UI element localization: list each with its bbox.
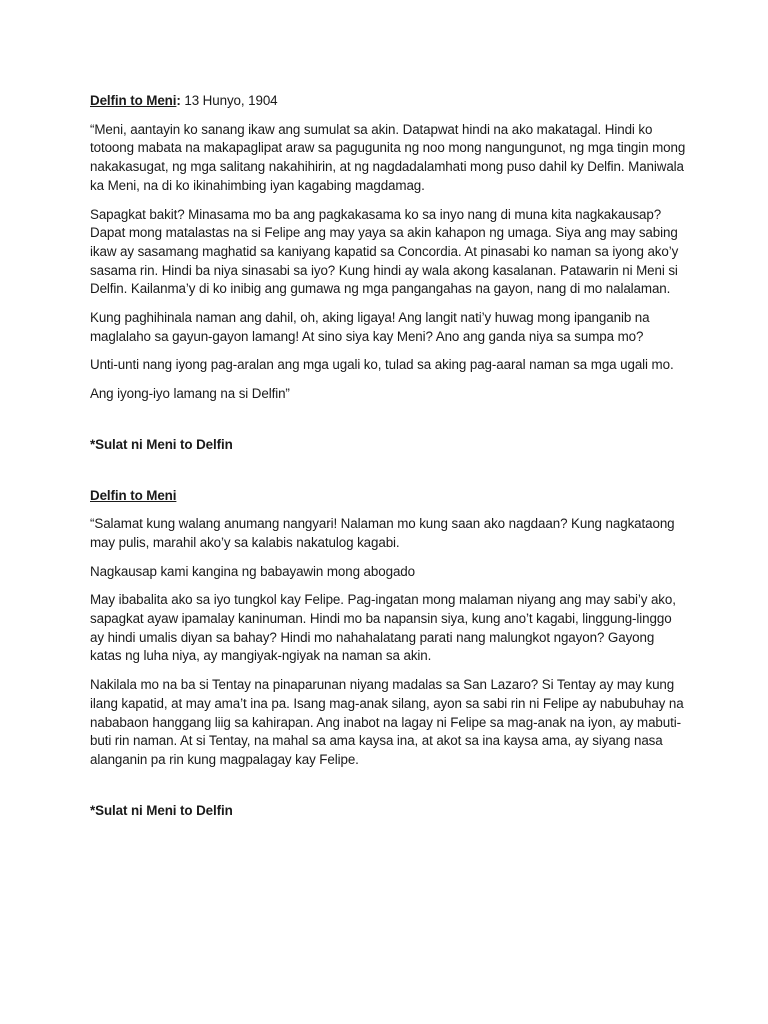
letter-2-heading	[90, 487, 688, 506]
paragraph: “Salamat kung walang anumang nangyari! Nalaman mo kung saan ako nagdaan? Kung nagkataong may pulis, marahil ako’y sa kalabis nakatulog kagabi.	[90, 516, 675, 550]
letter-1-note: *Sulat ni Meni to Delfin	[90, 436, 233, 452]
letter-1-signoff: Ang iyong-iyo lamang na si Delfin”	[90, 386, 290, 402]
letter-1-title: Delfin to Meni	[90, 93, 177, 108]
paragraph: Kung paghihinala naman ang dahil, oh, aking ligaya! Ang langit nati’y huwag mong ipanganib na maglalaho sa gayun-gayon lamang! At sino siya kay Meni? Ano ang ganda niya sa sumpa mo?	[90, 310, 650, 344]
paragraph: Nakilala mo na ba si Tentay na pinaparunan niyang madalas sa San Lazaro? Si Tentay ay may kung ilang kapatid, at may ama’t ina pa. Isang mag-anak silang, ayon sa sabi rin ni Felipe ay nabubuhay na nababaon hanggang liig sa kahirapan. Ang inabot na lagay ni Felipe sa mag-anak na iyon, ay mabuti-buti rin naman. At si Tentay, na mahal sa ama kaysa ina, at akot sa ina kaysa ama, ay siyang nasa alanganin pa rin kung magpalagay kay Felipe.	[90, 677, 684, 767]
letter-1-date: 13 Hunyo, 1904	[180, 93, 278, 108]
letter-2-title: Delfin to Meni	[90, 487, 177, 503]
paragraph: May ibabalita ako sa iyo tungkol kay Felipe. Pag-ingatan mong malaman niyang ang may sabi’y ako, sapagkat ayaw ipamalay kaninuman. Hindi mo ba napansin siya, kung ano’t kagabi, linggung-linggo ay hindi umalis diyan sa bahay? Hindi mo nahahalatang parati nang malungkot ngayon? Gayong katas ng luha niya, ay mangiyak-ngiyak na naman sa akin.	[90, 592, 676, 664]
heading-separator: :	[176, 93, 181, 108]
letter-2-note: *Sulat ni Meni to Delfin	[90, 802, 233, 818]
paragraph: “Meni, aantayin ko sanang ikaw ang sumulat sa akin. Datapwat hindi na ako makatagal. Hindi ko totoong mabata na makapaglipat araw sa pagugunita ng noo mong nangungunot, ng mga tingin mong nakakasugat, ng mga salitang nakahihirin, at ng nagdadalamhati mong puso dahil ky Delfin. Maniwala ka Meni, na di ko ikinahimbing iyan kagabing magdamag.	[90, 121, 686, 193]
paragraph: Unti-unti nang iyong pag-aralan ang mga ugali ko, tulad sa aking pag-aaral naman sa mga ugali mo.	[90, 357, 674, 373]
letter-1-heading	[90, 92, 688, 111]
paragraph: Sapagkat bakit? Minasama mo ba ang pagkakasama ko sa inyo nang di muna kita nagkakausap? Dapat mong matalastas na si Felipe ang may yaya sa akin kahapon ng umaga. Siya ang may sabing ikaw ay sasamang maghatid sa kaniyang kapatid sa Concordia. At pinasabi ko naman sa iyong ako’y sasama rin. Hindi ba niya sinasabi sa iyo? Kung hindi ay wala akong kasalanan. Patawarin ni Meni si Delfin. Kailanma’y di ko inibig ang gumawa ng mga pangangahas na gayon, nang di mo nalalaman.	[90, 206, 679, 297]
letter-1	[90, 92, 688, 455]
letter-2	[90, 487, 688, 821]
paragraph: Nagkausap kami kangina ng babayawin mong abogado	[90, 563, 415, 579]
